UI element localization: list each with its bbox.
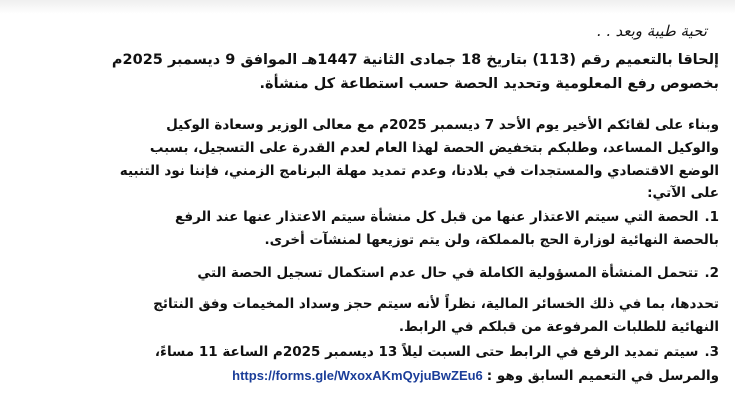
paragraph-line-4: على الآتي: — [647, 185, 719, 201]
list-item-3 — [155, 344, 719, 360]
form-link[interactable]: https://forms.gle/WxoxAKmQyjuBwZEu6 — [232, 368, 483, 383]
list-item-text: والمرسل في التعميم السابق وهو : — [486, 368, 719, 384]
list-item-number: 1. — [704, 209, 719, 225]
list-item-3-line-2 — [232, 368, 719, 384]
list-item-2 — [197, 265, 719, 281]
intro-line-1: إلحاقا بالتعميم رقم (113) بتاريخ 18 جمادى الثانية 1447هـ الموافق 9 ديسمبر 2025م — [111, 52, 719, 68]
paragraph-line-3: الوضع الاقتصادي والمستجدات في بلادنا، وعدم تمديد مهلة البرنامج الزمني، فإننا نود التنبيه — [119, 163, 719, 179]
greeting: تحية طيبة وبعد . . — [596, 22, 707, 40]
list-item-2-line-3: النهائية للطلبات المرفوعة من قبلكم في الرابط. — [398, 319, 719, 335]
list-item-1 — [175, 209, 719, 225]
intro-line-2: بخصوص رفع المعلومية وتحديد الحصة حسب استطاعة كل منشأة. — [259, 76, 719, 92]
list-item-number: 2. — [704, 265, 719, 281]
top-shadow-strip — [0, 0, 735, 14]
list-item-1-line-2: بالحصة النهائية لوزارة الحج بالمملكة، ولن يتم توزيعها لمنشآت أخرى. — [264, 232, 719, 248]
paragraph-line-2: والوكيل المساعد، وطلبكم بتخفيض الحصة لهذا العام لعدم القدرة على التسجيل، بسبب — [149, 140, 719, 156]
list-item-text: الحصة التي سيتم الاعتذار عنها من قبل كل منشأة سيتم الاعتذار عنها عند الرفع — [175, 209, 699, 225]
list-item-number: 3. — [704, 344, 719, 360]
paragraph-line-1: وبناء على لقائكم الأخير يوم الأحد 7 ديسمبر 2025م مع معالى الوزير وسعادة الوكيل — [166, 117, 719, 133]
list-item-text: تتحمل المنشأة المسؤولية الكاملة في حال عدم استكمال تسجيل الحصة التي — [197, 265, 699, 281]
list-item-2-line-2: تحددها، بما في ذلك الخسائر المالية، نظراً لأنه سيتم حجز وسداد المخيمات وفق النتائج — [153, 296, 719, 312]
list-item-text: سيتم تمديد الرفع في الرابط حتى السبت ليلاً 13 ديسمبر 2025م الساعة 11 مساءً، — [154, 344, 699, 360]
